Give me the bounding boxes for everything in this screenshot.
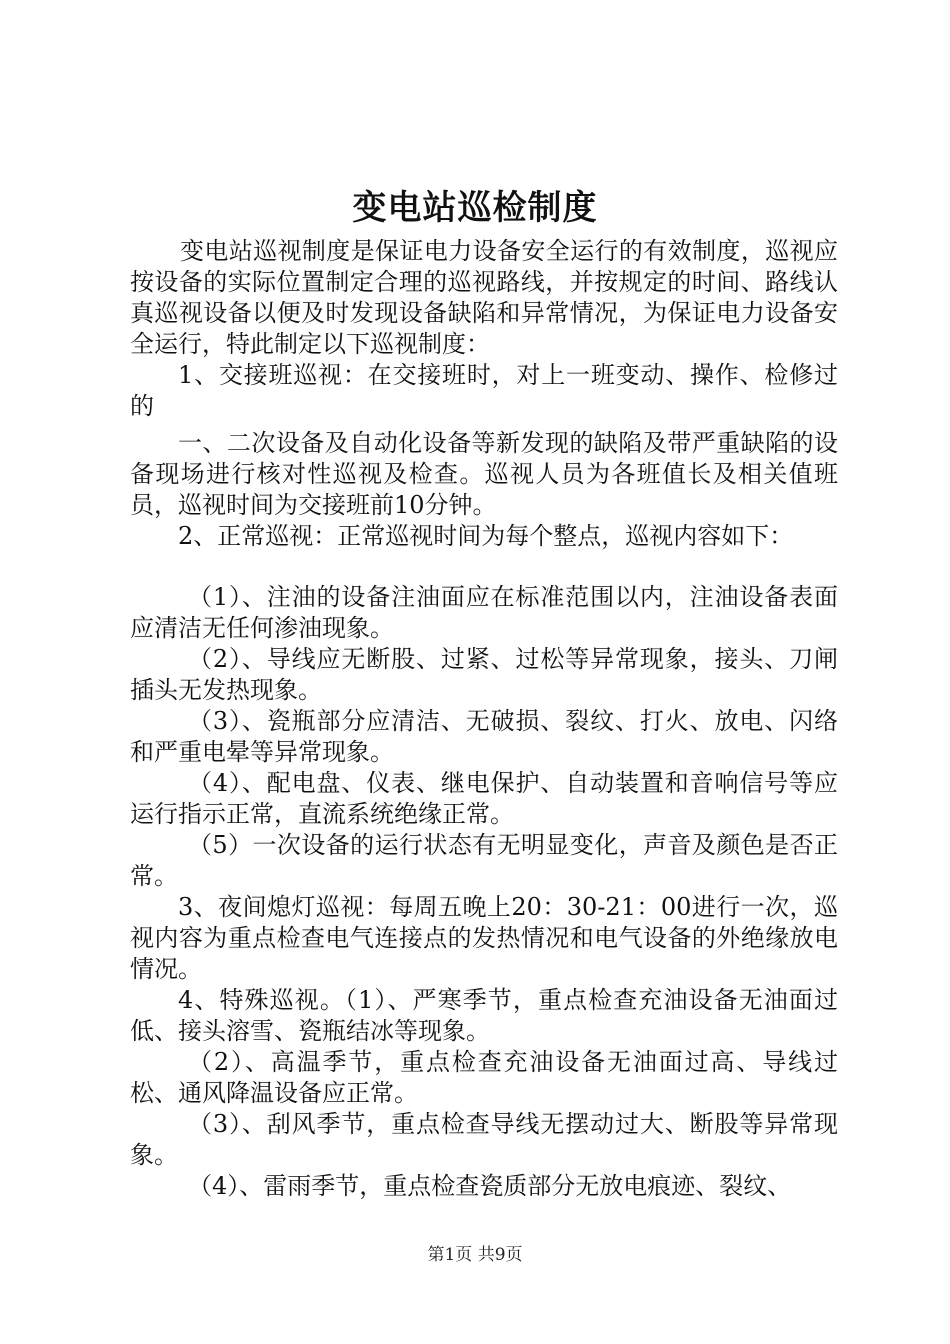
paragraph-special-inspection: 4、特殊巡视。（1）、严寒季节，重点检查充油设备无油面过低、接头溶雪、瓷瓶结冰等现象。 — [130, 986, 838, 1045]
paragraph-intro: 变电站巡视制度是保证电力设备安全运行的有效制度，巡视应按设备的实际位置制定合理的巡视路线，并按规定的时间、路线认真巡视设备以便及时发现设备缺陷和异常情况，为保证电力设备安全运行，特此制定以下巡视制度： — [130, 237, 838, 358]
document-title: 变电站巡检制度 — [352, 188, 598, 228]
paragraph-normal-item-3: （3）、瓷瓶部分应清洁、无破损、裂纹、打火、放电、闪络和严重电晕等异常现象。 — [130, 707, 838, 766]
paragraph-normal-item-5: （5）一次设备的运行状态有无明显变化，声音及颜色是否正常。 — [130, 831, 838, 890]
paragraph-special-item-3: （3）、刮风季节，重点检查导线无摆动过大、断股等异常现象。 — [130, 1110, 838, 1169]
paragraph-normal-item-1: （1）、注油的设备注油面应在标准范围以内，注油设备表面应清洁无任何渗油现象。 — [130, 583, 838, 642]
paragraph-normal-item-2: （2）、导线应无断股、过紧、过松等异常现象，接头、刀闸插头无发热现象。 — [130, 645, 838, 704]
page-number-footer: 第1页 共9页 — [427, 1245, 523, 1265]
document-body — [130, 236, 838, 1202]
paragraph-special-item-2: （2）、高温季节，重点检查充油设备无油面过高、导线过松、通风降温设备应正常。 — [130, 1048, 838, 1107]
paragraph-handover-inspection: 1、交接班巡视：在交接班时，对上一班变动、操作、检修过的 — [130, 361, 838, 420]
paragraph-normal-inspection: 2、正常巡视：正常巡视时间为每个整点，巡视内容如下： — [178, 522, 794, 550]
paragraph-night-inspection: 3、夜间熄灯巡视：每周五晚上20：30-21：00进行一次，巡视内容为重点检查电气连接点的发热情况和电气设备的外绝缘放电情况。 — [130, 893, 838, 983]
paragraph-handover-continued: 一、二次设备及自动化设备等新发现的缺陷及带严重缺陷的设备现场进行核对性巡视及检查。巡视人员为各班值长及相关值班员，巡视时间为交接班前10分钟。 — [130, 429, 838, 519]
paragraph-normal-item-4: （4）、配电盘、仪表、继电保护、自动装置和音响信号等应运行指示正常，直流系统绝缘正常。 — [130, 769, 838, 828]
paragraph-special-item-4: （4）、雷雨季节，重点检查瓷质部分无放电痕迹、裂纹、 — [188, 1172, 792, 1200]
